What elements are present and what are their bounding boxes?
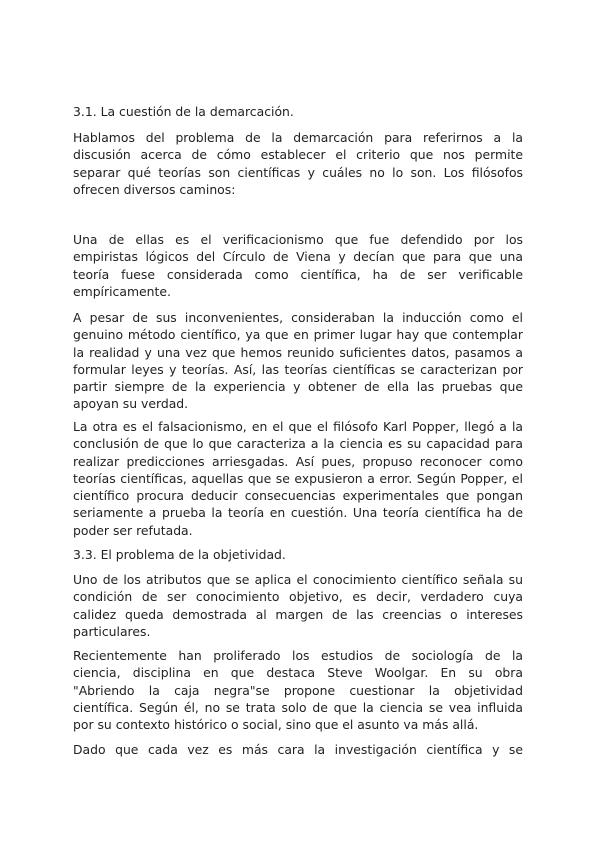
text-line: partir siempre de la experiencia y obtener de ella las pruebas que — [73, 379, 523, 395]
paragraph — [73, 309, 523, 413]
section-heading-objetividad: 3.3. El problema de la objetividad. — [73, 547, 286, 562]
paragraph — [73, 571, 523, 640]
text-line: separar qué teorías son científicas y cuáles no lo son. Los filósofos — [73, 164, 523, 180]
text-line: teoría fuese considerada como científica, ha de ser verificable — [73, 266, 523, 282]
text-line: conclusión de que lo que caracteriza a la ciencia es su capacidad para — [73, 436, 523, 452]
text-line: "Abriendo la caja negra"se propone cuestionar la objetividad — [73, 682, 523, 698]
text-line: Una de ellas es el verificacionismo que fue defendido por los — [73, 232, 523, 247]
text-line: empíricamente. — [73, 283, 171, 299]
text-line: condición de ser conocimiento objetivo, es decir, verdadero cuya — [73, 589, 523, 605]
text-line: ciencia, disciplina en que destaca Steve Woolgar. En su obra — [73, 665, 523, 681]
text-line: científico procura deducir consecuencias experimentales que pongan — [73, 488, 523, 504]
text-line: realizar predicciones arriesgadas. Así pues, propuso reconocer como — [73, 453, 523, 469]
section-heading-demarcacion: 3.1. La cuestión de la demarcación. — [73, 104, 294, 119]
text-line: La otra es el falsacionismo, en el que el filósofo Karl Popper, llegó a la — [73, 419, 523, 434]
text-line: la realidad y una vez que hemos reunido suficientes datos, pasamos a — [73, 344, 523, 360]
text-line: Hablamos del problema de la demarcación para referirnos a la — [73, 130, 523, 145]
text-line: poder ser refutada. — [73, 522, 193, 538]
text-line: seriamente a prueba la teoría en cuestión. Una teoría científica ha de — [73, 505, 523, 521]
text-line: empiristas lógicos del Círculo de Viena y decían que para que una — [73, 249, 523, 265]
paragraph — [73, 647, 523, 733]
text-line: genuino método científico, ya que en primer lugar hay que contemplar — [73, 327, 523, 343]
text-line: por su contexto histórico o social, sino que el asunto va más allá. — [73, 717, 479, 733]
text-line: A pesar de sus inconvenientes, consideraban la inducción como el — [73, 310, 523, 325]
text-line: particulares. — [73, 623, 151, 639]
paragraph — [73, 741, 523, 758]
text-line: apoyan su verdad. — [73, 396, 189, 412]
text-line: teorías científicas, aquellas que se expusieron a error. Según Popper, el — [73, 470, 523, 486]
text-line: Uno de los atributos que se aplica el conocimiento científico señala su — [73, 572, 523, 587]
paragraph — [73, 418, 523, 539]
text-line: científica. Según él, no se trata solo de que la ciencia se vea influida — [73, 699, 523, 715]
text-line: calidez queda demostrada al margen de las creencias o intereses — [73, 606, 523, 622]
paragraph — [73, 129, 523, 198]
paragraph — [73, 231, 523, 300]
text-line: ofrecen diversos caminos: — [73, 181, 236, 197]
text-line: discusión acerca de cómo establecer el criterio que nos permite — [73, 147, 523, 163]
text-line: Recientemente han proliferado los estudios de sociología de la — [73, 648, 523, 663]
text-line: formular leyes y teorías. Así, las teorías científicas se caracterizan por — [73, 361, 523, 377]
text-line: Dado que cada vez es más cara la investigación científica y se — [73, 742, 523, 757]
